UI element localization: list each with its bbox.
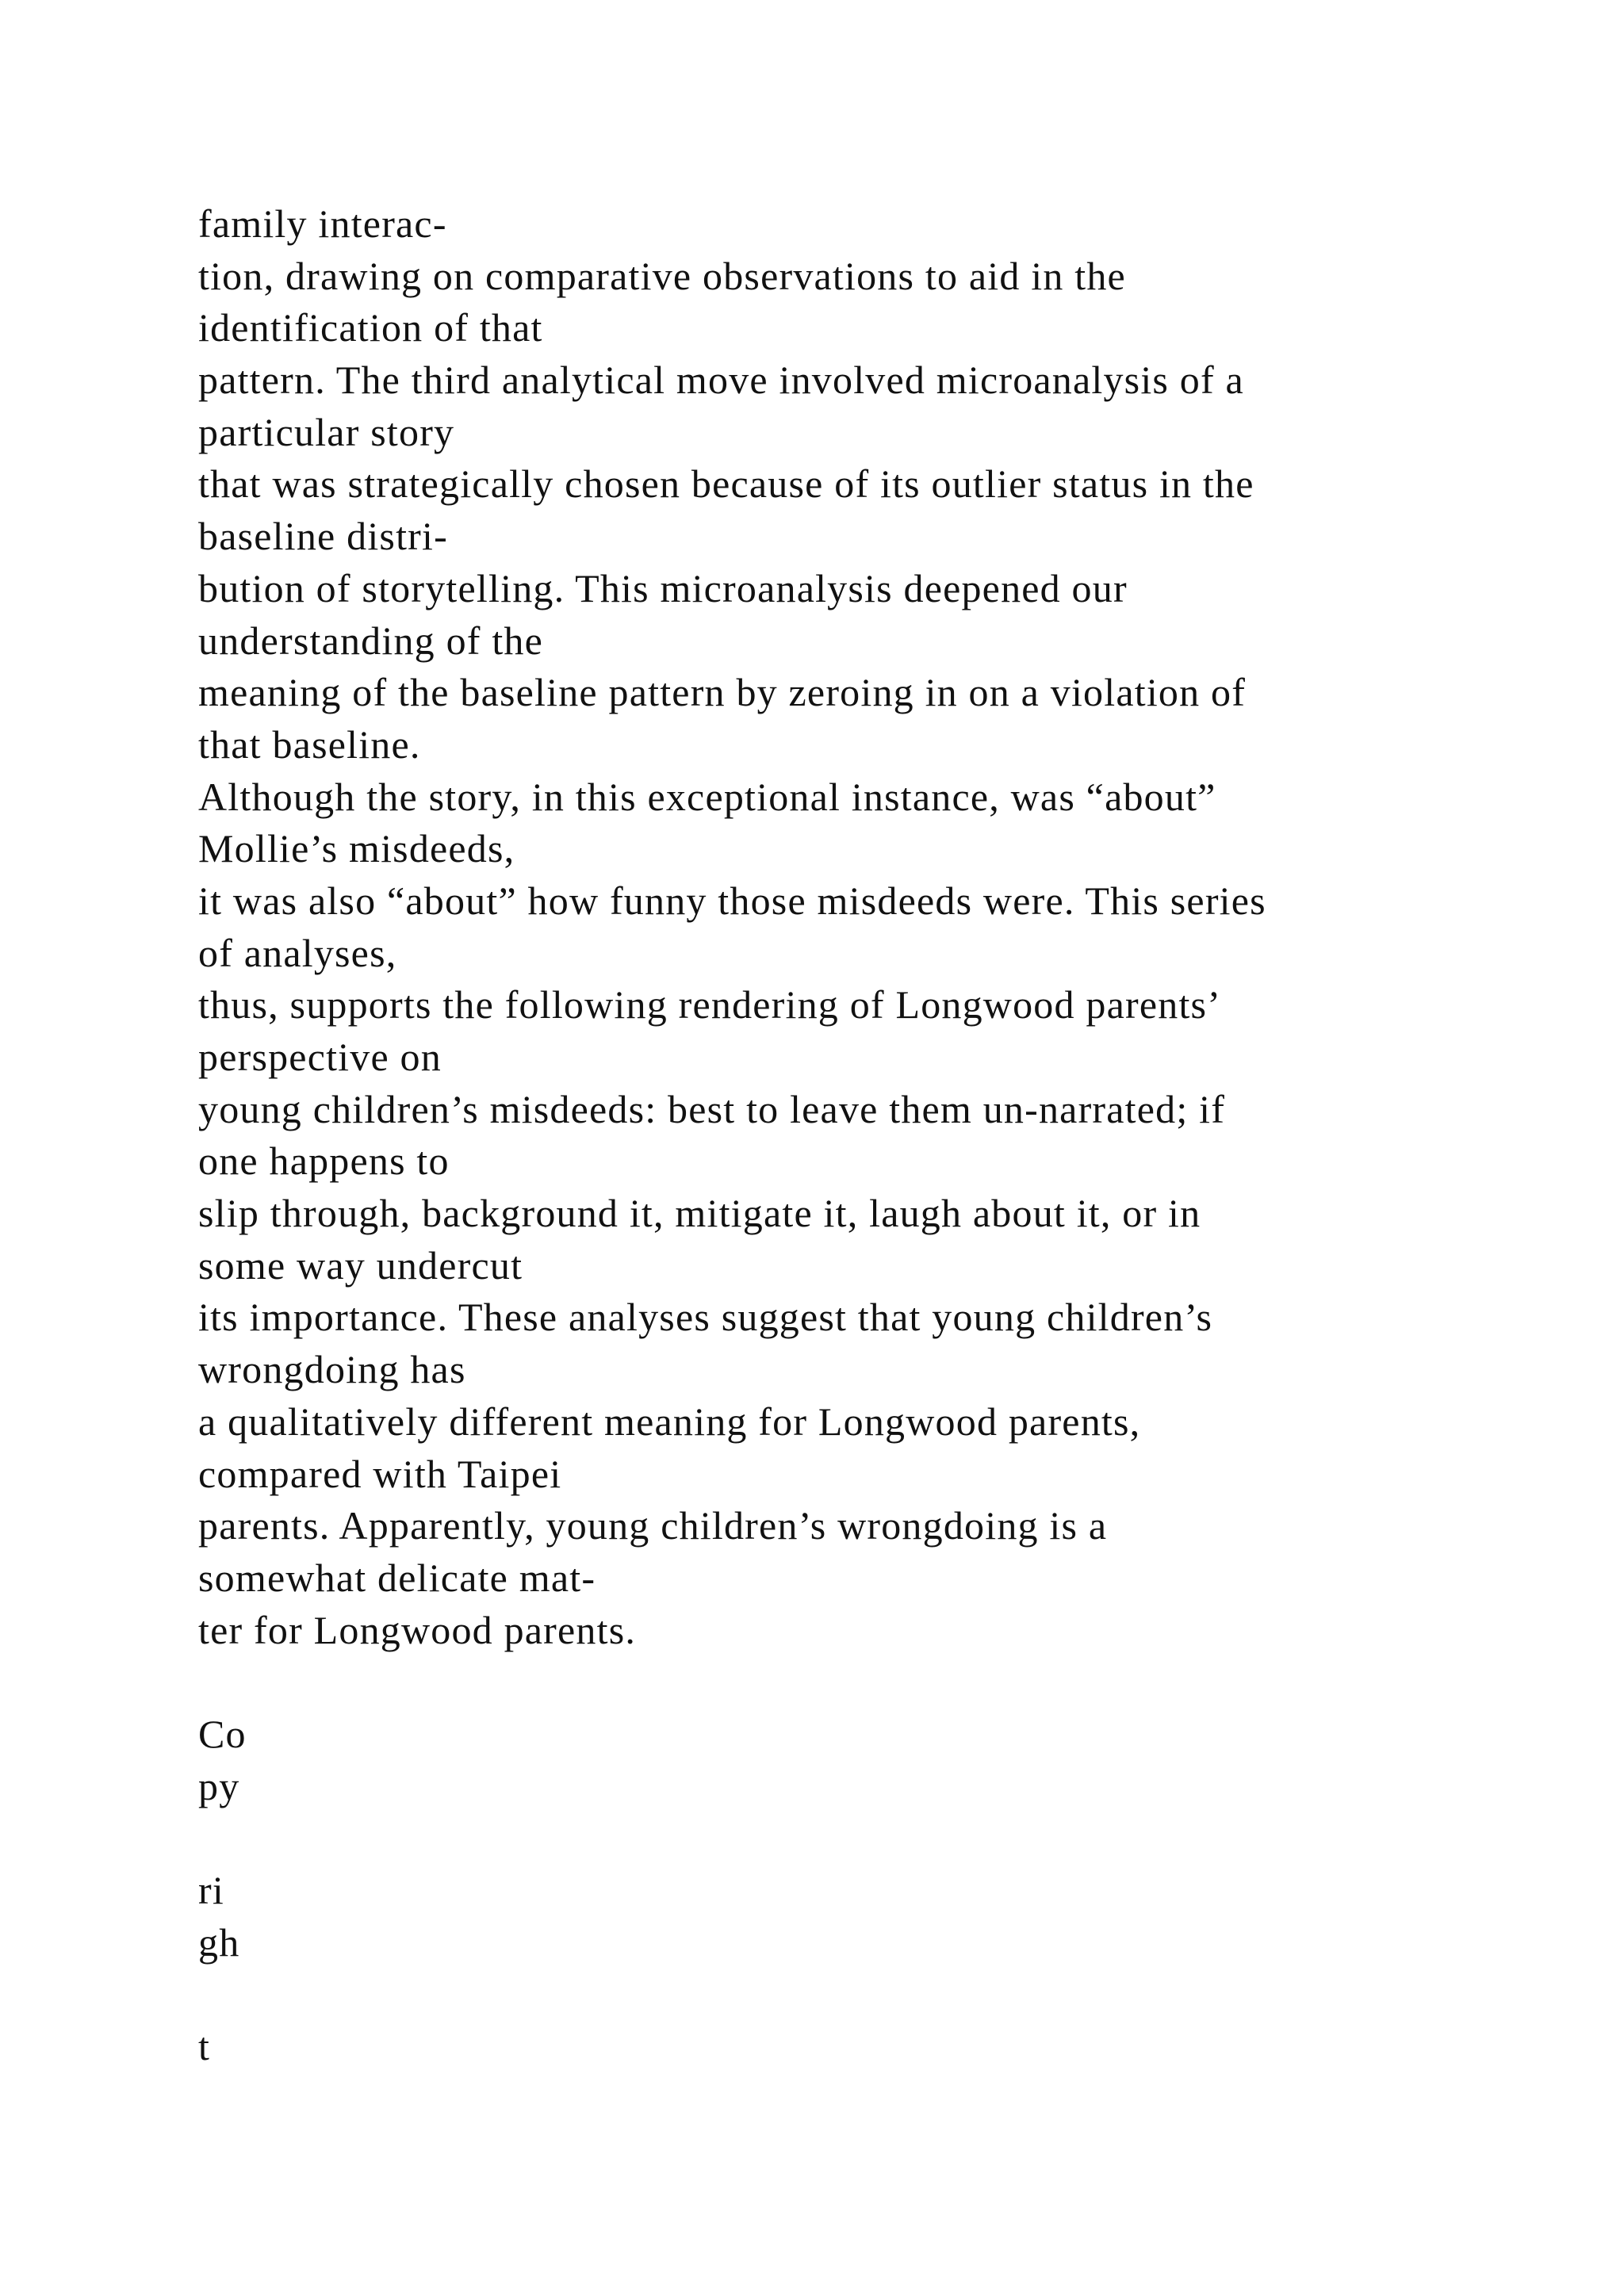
text-line: bution of storytelling. This microanalysis deepened our (198, 565, 1128, 610)
text-line: that baseline. (198, 721, 421, 767)
text-line: young children’s misdeeds: best to leave them un-narrated; if (198, 1086, 1226, 1131)
text-line: parents. Apparently, young children’s wrongdoing is a (198, 1503, 1108, 1548)
text-line: that was strategically chosen because of its outlier status in the (198, 461, 1254, 507)
text-line: its importance. These analyses suggest that young children’s (198, 1295, 1213, 1340)
body-text (198, 198, 1546, 2073)
text-line: perspective on (198, 1035, 442, 1079)
text-line: particular story (198, 409, 455, 454)
copyright-fragment: ri (198, 1868, 224, 1912)
text-line: wrongdoing has (198, 1347, 466, 1392)
text-line: identification of that (198, 305, 543, 350)
text-line: it was also “about” how funny those misdeeds were. This series (198, 878, 1266, 923)
text-line: tion, drawing on comparative observations to aid in the (198, 253, 1126, 298)
blank-line (198, 1812, 1546, 1865)
copyright-fragment: py (198, 1763, 240, 1808)
text-line: Mollie’s misdeeds, (198, 826, 515, 871)
text-line: some way undercut (198, 1242, 523, 1288)
blank-line (198, 1656, 1546, 1709)
text-line: pattern. The third analytical move involved microanalysis of a (198, 358, 1244, 403)
text-line: a qualitatively different meaning for Longwood parents, (198, 1399, 1141, 1444)
copyright-fragment: gh (198, 1919, 240, 1965)
text-line: somewhat delicate mat- (198, 1555, 596, 1600)
text-line: thus, supports the following rendering of Longwood parents’ (198, 982, 1222, 1027)
text-line: ter for Longwood parents. (198, 1607, 637, 1652)
text-line: family interac- (198, 201, 447, 246)
copyright-fragment: Co (198, 1711, 247, 1756)
text-line: one happens to (198, 1138, 450, 1184)
text-line: Although the story, in this exceptional instance, was “about” (198, 774, 1216, 819)
blank-line (198, 1969, 1546, 2021)
text-line: understanding of the (198, 618, 544, 663)
text-line: slip through, background it, mitigate it, laugh about it, or in (198, 1191, 1201, 1236)
copyright-fragment: t (198, 2024, 211, 2069)
text-line: baseline distri- (198, 514, 448, 559)
text-line: compared with Taipei (198, 1451, 562, 1496)
text-line: meaning of the baseline pattern by zeroing in on a violation of (198, 670, 1247, 715)
text-line: of analyses, (198, 930, 397, 975)
